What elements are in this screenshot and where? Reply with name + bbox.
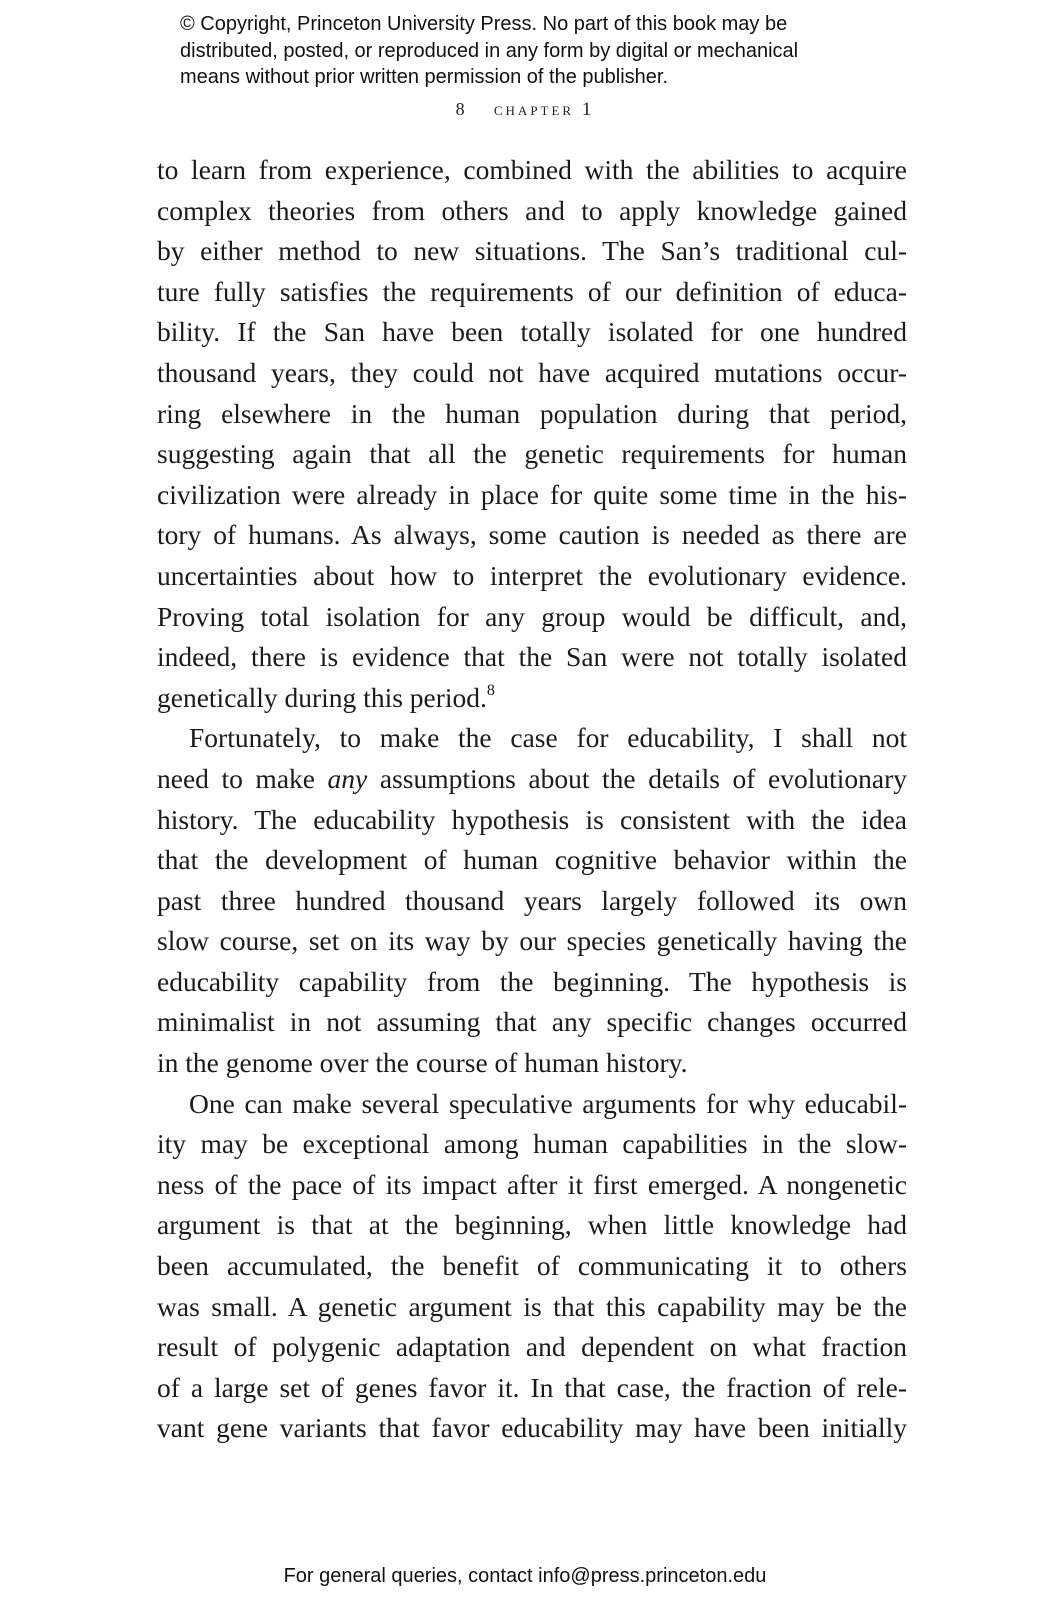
text-line: Fortunately, to make the case for educability, I shall not [189,722,907,754]
copyright-line: © Copyright, Princeton University Press. No part of this book may be [180,13,788,35]
footer-contact: For general queries, contact info@press.princeton.edu [283,1565,767,1587]
text-segment: genetically during this period. [157,681,487,713]
text-line [157,759,907,800]
text-line: argument is that at the beginning, when little knowledge had [157,1209,907,1241]
copyright-line: means without prior written permission of the publisher. [180,66,669,88]
copyright-line: distributed, posted, or reproduced in any form by digital or mechanical [180,39,799,62]
text-line: to learn from experience, combined with the abilities to acquire [157,154,907,185]
text-segment: assumptions about the details of evolutionary [379,762,907,794]
text-line: past three hundred thousand years largely followed its own [157,884,907,916]
text-line: Proving total isolation for any group would be difficult, and, [157,600,907,632]
text-line: of a large set of genes favor it. In that case, the fraction of rele- [157,1371,907,1403]
text-line: ture fully satisfies the requirements of our definition of educa- [157,275,907,307]
text-line: civilization were already in place for quite some time in the his- [157,478,907,510]
text-line: by either method to new situations. The San’s traditional cul- [157,235,907,267]
running-head [0,99,1050,121]
body-text [157,150,907,1449]
text-line: ity may be exceptional among human capabilities in the slow- [157,1128,907,1160]
text-line: was small. A genetic argument is that this capability may be the [157,1290,907,1322]
copyright-notice [180,11,940,91]
chapter-label: chapter 1 [493,99,595,120]
page-number: 8 [455,99,465,119]
emphasis-text: any [327,762,368,794]
text-line: One can make several speculative arguments for why educabil- [189,1087,907,1119]
text-line: minimalist in not assuming that any specific changes occurred [157,1006,907,1038]
text-line: that the development of human cognitive behavior within the [157,844,907,876]
text-line [157,678,907,719]
text-line: tory of humans. As always, some caution is needed as there are [157,519,907,551]
text-segment: need to make [157,762,315,794]
text-line: vant gene variants that favor educability may have been initially [157,1412,907,1444]
text-line: complex theories from others and to apply knowledge gained [157,194,907,226]
text-line: educability capability from the beginning. The hypothesis is [157,965,907,997]
text-line: slow course, set on its way by our species genetically having the [157,925,907,957]
text-line: in the genome over the course of human history. [157,1047,688,1079]
text-line: thousand years, they could not have acquired mutations occur- [157,356,907,388]
text-line: history. The educability hypothesis is consistent with the idea [157,803,907,835]
text-line: indeed, there is evidence that the San were not totally isolated [157,641,907,673]
text-line: ring elsewhere in the human population during that period, [157,397,907,429]
text-line: uncertainties about how to interpret the evolutionary evidence. [157,559,907,591]
text-line: suggesting again that all the genetic requirements for human [157,438,907,470]
footnote-reference[interactable]: 8 [486,681,495,699]
text-line: bility. If the San have been totally isolated for one hundred [157,316,907,348]
text-line: been accumulated, the benefit of communicating it to others [157,1250,907,1282]
text-line: ness of the pace of its impact after it first emerged. A nongenetic [157,1168,907,1200]
text-line: result of polygenic adaptation and dependent on what fraction [157,1331,907,1363]
